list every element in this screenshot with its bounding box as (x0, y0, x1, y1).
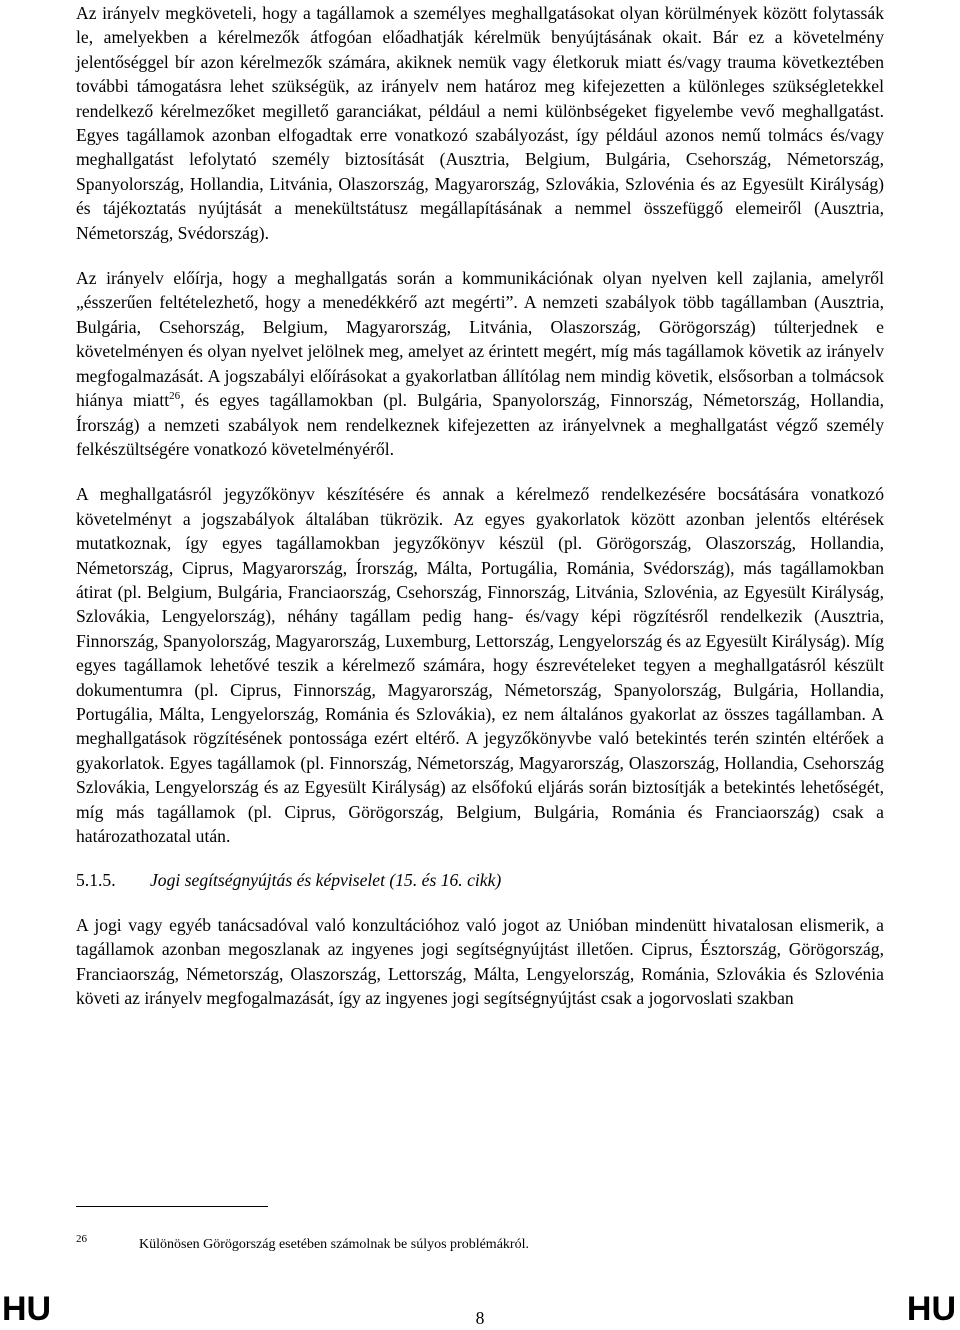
paragraph-interview-conditions: Az irányelv megköveteli, hogy a tagállamok a személyes meghallgatásokat olyan körülmények között folytassák le, amelyekben a kérelmezők átfogóan előadhatják kérelmük benyújtásának okait. Bár ez a követelmény jelentőséggel bír azon kérelmezők számára, akiknek nemük vagy életkoruk miatt és/vagy trauma következtében további támogatásra lehet szükségük, az irányelv nem határoz meg kifejezetten a különleges szükségletekkel rendelkező kérelmezőket megillető garanciákat, például a nemi különbségeket figyelembe vevő meghallgatást. Egyes tagállamok azonban elfogadtak erre vonatkozó szabályozást, így például azonos nemű tolmács és/vagy meghallgatást lefolytató személy biztosítását (Ausztria, Belgium, Bulgária, Csehország, Németország, Spanyolország, Hollandia, Litvánia, Olaszország, Magyarország, Szlovákia, Szlovénia és az Egyesült Királyság) és tájékoztatás nyújtását a menekültstátusz megállapításának a nemmel összefüggő elemeiről (Ausztria, Németország, Svédország). (76, 3, 884, 243)
language-code-right: HU (906, 1290, 956, 1328)
paragraph-language-practice: A jogszabályi előírásokat a gyakorlatban állítólag nem mindig követik, elsősorban a tolmácsok hiánya miatt (76, 365, 884, 411)
page-number: 8 (475, 1308, 485, 1328)
footnote-text: Különösen Görögország esetében számolnak be súlyos problémákról. (139, 1237, 529, 1252)
section-number: 5.1.5. (76, 870, 116, 891)
language-code-left: HU (2, 1290, 52, 1328)
paragraph-language-intro: Az irányelv előírja, hogy a meghallgatás során a kommunikációnak olyan nyelven kell zajlania, amelyről „ésszerűen feltételezhető, hogy a menedékkérő azt megérti”. A nemzeti szabályok több tagállamban (Ausztria, Bulgária, Csehország, Belgium, Magyarország, Litvánia, Olaszország, Görögország) túlterjednek e követelményen és olyan nyelvet jelölnek meg, amelyet az érintett megért, míg más tagállamok követik az irányelv megfogalmazását. (76, 268, 884, 386)
document-body (76, 0, 884, 1010)
section-heading (76, 868, 884, 892)
footnote-divider (76, 1206, 268, 1207)
section-title: Jogi segítségnyújtás és képviselet (15. és 16. cikk) (150, 870, 502, 891)
paragraph-interview-record: A meghallgatásról jegyzőkönyv készítésére és annak a kérelmező rendelkezésére bocsátására vonatkozó követelményt a jogszabályok általában tükrözik. Az egyes gyakorlatok között azonban jelentős eltérések mutatkoznak, így egyes tagállamokban jegyzőkönyv készül (pl. Görögország, Olaszország, Hollandia, Németország, Ciprus, Magyarország, Írország, Málta, Portugália, Románia, Svédország), más tagállamokban átirat (pl. Belgium, Bulgária, Franciaország, Csehország, Finnország, Litvánia, Szlovénia, az Egyesült Királyság, Szlovákia, Lengyelország), néhány tagállam pedig hang- és/vagy képi rögzítésről rendelkezik (Ausztria, Finnország, Spanyolország, Magyarország, Luxemburg, Lettország, Lengyelország és az Egyesült Királyság). Míg egyes tagállamok lehetővé teszik a kérelmező számára, hogy észrevételeket tegyen a meghallgatásról készült dokumentumra (pl. Ciprus, Finnország, Magyarország, Németország, Spanyolország, Bulgária, Hollandia, Portugália, Málta, Lengyelország, Románia és Szlovákia), ez nem általános gyakorlat az összes tagállamban. A meghallgatások rögzítésének pontossága ezért eltérő. A jegyzőkönyvbe való betekintés terén szintén eltérőek a gyakorlatok. Egyes tagállamok (pl. Finnország, Németország, Magyarország, Olaszország, Hollandia, Csehország Szlovákia, Lengyelország és az Egyesült Királyság) az elsőfokú eljárás során biztosítják a betekintés lehetőségét, míg más tagállamok (pl. Ciprus, Görögország, Belgium, Bulgária, Románia és Franciaország) csak a határozathozatal után. (76, 484, 884, 846)
paragraph-language-rest: , és egyes tagállamokban (pl. Bulgária, Spanyolország, Finnország, Németország, Hollandia, Írország) a nemzeti szabályok nem rendelkeznek kifejezetten az irányelvnek a meghallgatást végző személy felkészültségére vonatkozó követelményéről. (76, 390, 884, 459)
paragraph-interview-language (76, 266, 884, 461)
footnote-reference[interactable]: 26 (169, 390, 181, 403)
paragraph-legal-aid: A jogi vagy egyéb tanácsadóval való konzultációhoz való jogot az Unióban mindenütt hivatalosan elismerik, a tagállamok azonban megoszlanak az ingyenes jogi segítségnyújtást illetően. Ciprus, Észtország, Görögország, Franciaország, Németország, Olaszország, Lettország, Málta, Lengyelország, Románia, Szlovákia és Szlovénia követi az irányelv megfogalmazását, így az ingyenes jogi segítségnyújtást csak a jogorvoslati szakban (76, 914, 884, 1009)
footnote-number: 26 (76, 1233, 87, 1245)
